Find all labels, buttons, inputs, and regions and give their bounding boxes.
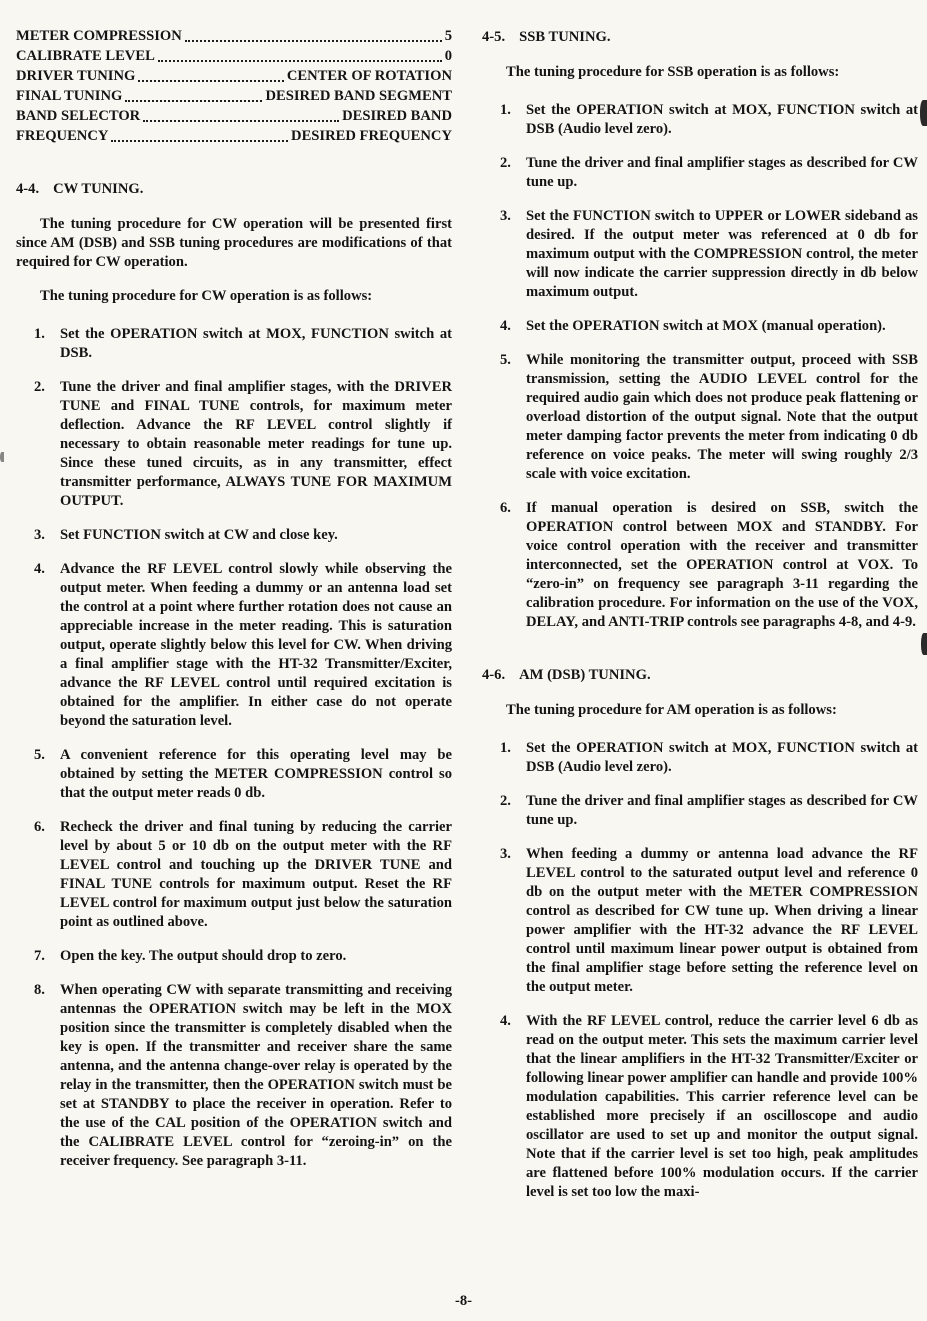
list-item (482, 792, 918, 830)
step-number: 2. (500, 793, 511, 809)
step-text: Set the OPERATION switch at MOX, FUNCTION switch at DSB (Audio level zero). (526, 102, 918, 137)
dot-leader (158, 60, 442, 62)
list-item (16, 378, 452, 511)
dot-leader (138, 80, 284, 82)
setting-label: FINAL TUNING (16, 88, 123, 104)
list-item (16, 560, 452, 731)
step-text: Tune the driver and final amplifier stages as described for CW tune up. (526, 793, 918, 828)
step-text: Open the key. The output should drop to zero. (60, 948, 347, 964)
setting-value: DESIRED FREQUENCY (291, 128, 452, 144)
cw-steps (16, 325, 452, 1171)
step-number: 4. (34, 561, 45, 577)
section-title: AM (DSB) TUNING. (519, 667, 651, 683)
list-item (482, 207, 918, 302)
step-text: If manual operation is desired on SSB, switch the OPERATION control between MOX and STANDBY. For voice control operation with the receiver and transmitter interconnected, set the OPERATION control at VOX. To “zero-in” on frequency see paragraph 3-11 regarding the calibration procedure. For information on the use of the VOX, DELAY, and ANTI-TRIP controls see paragraphs 4-8, and 4-9. (526, 500, 918, 630)
step-number: 5. (500, 352, 511, 368)
scan-artifact (0, 452, 4, 462)
list-item (482, 499, 918, 632)
section-number: 4-4. (16, 181, 40, 197)
list-item (16, 947, 452, 966)
list-item (482, 317, 918, 336)
section-title: CW TUNING. (53, 181, 144, 197)
list-item (16, 325, 452, 363)
step-text: Set the FUNCTION switch to UPPER or LOWER sideband as desired. If the output meter was referenced at 0 db for maximum output with the COMPRESSION control, the meter will now indicate the carrier suppression directly in db below maximum output. (526, 208, 918, 300)
step-number: 6. (34, 819, 45, 835)
step-text: Set the OPERATION switch at MOX, FUNCTION switch at DSB (Audio level zero). (526, 740, 918, 775)
step-text: Set FUNCTION switch at CW and close key. (60, 527, 338, 543)
step-number: 3. (500, 208, 511, 224)
setting-value: 5 (444, 28, 452, 44)
settings-list (16, 26, 452, 146)
setting-value: CENTER OF ROTATION (286, 68, 452, 84)
dot-leader (125, 100, 262, 102)
step-text: Set the OPERATION switch at MOX (manual operation). (526, 318, 886, 334)
step-text: When feeding a dummy or antenna load advance the RF LEVEL control to the saturated output level and reference 0 db on the output meter with the METER COMPRESSION control as described for CW tune up. When driving a linear power amplifier with the HT-32 advance the RF LEVEL control until maximum linear power output is obtained from the final amplifier stage before setting the reference level on the output meter. (526, 846, 918, 995)
right-column (482, 26, 918, 1217)
step-number: 4. (500, 1013, 511, 1029)
settings-row (16, 66, 452, 86)
step-number: 1. (34, 326, 45, 342)
setting-label: METER COMPRESSION (16, 28, 182, 44)
step-number: 1. (500, 102, 511, 118)
step-number: 8. (34, 982, 45, 998)
step-number: 1. (500, 740, 511, 756)
dot-leader (185, 40, 442, 42)
step-text: A convenient reference for this operating level may be obtained by setting the METER COMPRESSION control so that the output meter reads 0 db. (60, 747, 452, 801)
paragraph-ssb-intro: The tuning procedure for SSB operation is as follows: (506, 64, 840, 80)
page-number: -8- (454, 1293, 473, 1309)
left-column (16, 26, 452, 1217)
scan-artifact (921, 633, 927, 655)
step-number: 3. (34, 527, 45, 543)
settings-row (16, 106, 452, 126)
step-number: 2. (500, 155, 511, 171)
setting-value: 0 (444, 48, 452, 64)
list-item (482, 845, 918, 997)
dot-leader (143, 120, 339, 122)
paragraph-cw-intro-1: The tuning procedure for CW operation will be presented first since AM (DSB) and SSB tuning procedures are modifications of that required for CW operation. (16, 216, 452, 270)
list-item (482, 101, 918, 139)
paragraph-am-intro: The tuning procedure for AM operation is as follows: (506, 702, 837, 718)
step-text: While monitoring the transmitter output, proceed with SSB transmission, setting the AUDIO LEVEL control for the required audio gain which does not produce peak flattening or overload distortion of the output signal. Note that the output meter damping factor prevents the meter from indicating 0 db reference on voice peaks. The meter will swing roughly 2/3 scale with voice excitation. (526, 352, 918, 482)
settings-row (16, 86, 452, 106)
list-item (482, 154, 918, 192)
list-item (16, 981, 452, 1171)
setting-label: CALIBRATE LEVEL (16, 48, 155, 64)
step-text: Tune the driver and final amplifier stages, with the DRIVER TUNE and FINAL TUNE controls, for maximum meter deflection. Advance the RF LEVEL control slightly if necessary to obtain reasonable meter readings for tune up. Since these tuned circuits, as in any transmitter, effect transmitter performance, ALWAYS TUNE FOR MAXIMUM OUTPUT. (60, 379, 452, 509)
setting-label: FREQUENCY (16, 128, 109, 144)
setting-label: BAND SELECTOR (16, 108, 141, 124)
am-steps (482, 739, 918, 1202)
list-item (482, 351, 918, 484)
dot-leader (111, 140, 288, 142)
step-number: 6. (500, 500, 511, 516)
scan-artifact (920, 100, 927, 126)
settings-row (16, 26, 452, 46)
list-item (16, 818, 452, 932)
setting-value: DESIRED BAND (342, 108, 452, 124)
step-text: Tune the driver and final amplifier stages as described for CW tune up. (526, 155, 918, 190)
section-heading-am (482, 666, 918, 685)
step-number: 2. (34, 379, 45, 395)
section-heading-ssb (482, 28, 918, 47)
step-number: 4. (500, 318, 511, 334)
step-text: Advance the RF LEVEL control slowly while observing the output meter. When feeding a dummy or an antenna load set the control at a point where further rotation does not cause an appreciable increase in the meter reading. This is saturation output, operate slightly below this level for CW. When driving a final amplifier stage with the HT-32 Transmitter/Exciter, advance the RF LEVEL control until required excitation is obtained for the amplifier. In either case do not operate beyond the saturation level. (60, 561, 452, 729)
step-text: With the RF LEVEL control, reduce the carrier level 6 db as read on the output meter. This sets the maximum carrier level that the linear amplifiers in the HT-32 Transmitter/Exciter or following linear power amplifier can handle and provide 100% modulation capabilities. This carrier reference level can be established more precisely if an oscilloscope and audio oscillator are used to set up and monitor the output signal. Note that if the carrier level is set too high, peak amplitudes are flattened before 100% modulation occurs. If the carrier level is set too low the maxi- (526, 1013, 918, 1200)
section-title: SSB TUNING. (519, 29, 611, 45)
section-heading-cw (16, 180, 452, 199)
step-number: 7. (34, 948, 45, 964)
list-item (16, 526, 452, 545)
ssb-steps (482, 101, 918, 632)
step-number: 5. (34, 747, 45, 763)
settings-row (16, 46, 452, 66)
setting-value: DESIRED BAND SEGMENT (265, 88, 452, 104)
list-item (482, 739, 918, 777)
step-text: When operating CW with separate transmitting and receiving antennas the OPERATION switch may be left in the MOX position since the transmitter is completely disabled when the key is open. If the transmitter and receiver share the same antenna, and the antenna change-over relay is operated by the relay in the transmitter, then the OPERATION switch must be set at STANDBY to place the receiver in operation. Refer to the use of the CAL position of the OPERATION switch and the CALIBRATE LEVEL control for “zeroing-in” on the receiver frequency. See paragraph 3-11. (60, 982, 452, 1169)
step-text: Set the OPERATION switch at MOX, FUNCTION switch at DSB. (60, 326, 452, 361)
setting-label: DRIVER TUNING (16, 68, 136, 84)
list-item (16, 746, 452, 803)
paragraph-cw-intro-2: The tuning procedure for CW operation is as follows: (40, 288, 373, 304)
list-item (482, 1012, 918, 1202)
step-text: Recheck the driver and final tuning by reducing the carrier level by about 5 or 10 db on the output meter with the RF LEVEL control and touching up the DRIVER TUNE and FINAL TUNE controls for maximum output. Reset the RF LEVEL control for maximum output just below the saturation point as outlined above. (60, 819, 452, 930)
section-number: 4-6. (482, 667, 506, 683)
settings-row (16, 126, 452, 146)
step-number: 3. (500, 846, 511, 862)
section-number: 4-5. (482, 29, 506, 45)
